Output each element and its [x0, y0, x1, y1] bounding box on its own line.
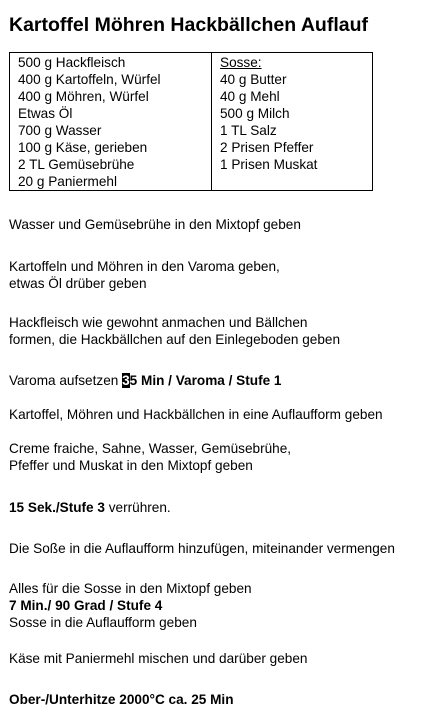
ingredient-line: Etwas Öl [18, 106, 73, 121]
ingredients-main-column [10, 53, 212, 190]
step-4-setting: 5 Min / Varoma / Stufe 1 [129, 373, 282, 388]
step-2-line-2: etwas Öl drüber geben [9, 276, 147, 291]
ingredient-line: 400 g Kartoffeln, Würfel [18, 72, 161, 87]
step-5: Kartoffel, Möhren und Hackbällchen in eine Auflaufform geben [9, 407, 383, 422]
sauce-ingredient-line: 40 g Mehl [220, 89, 280, 104]
step-7 [9, 499, 441, 516]
step-9 [9, 580, 441, 631]
step-11-baking: Ober-/Unterhitze 2000°C ca. 25 Min [9, 692, 234, 707]
sauce-ingredient-line: 2 Prisen Pfeffer [220, 140, 314, 155]
ingredient-line: 500 g Hackfleisch [18, 55, 126, 70]
ingredient-line: 400 g Möhren, Würfel [18, 89, 149, 104]
step-7-setting: 15 Sek./Stufe 3 [9, 500, 105, 515]
ingredients-sauce-column [212, 53, 372, 190]
ingredient-line: 20 g Paniermehl [18, 174, 117, 189]
step-6 [9, 440, 441, 474]
step-9-setting: 7 Min./ 90 Grad / Stufe 4 [9, 598, 163, 613]
sauce-heading: Sosse: [220, 55, 262, 70]
step-6-line-2: Pfeffer und Muskat in den Mixtopf geben [9, 458, 253, 473]
step-4 [9, 372, 441, 389]
step-9-line-1: Alles für die Sosse in den Mixtopf geben [9, 581, 252, 596]
step-6-line-1: Creme fraiche, Sahne, Wasser, Gemüsebrühe, [9, 441, 292, 456]
step-3-line-2: formen, die Hackbällchen auf den Einlegeboden geben [9, 332, 341, 347]
step-2 [9, 258, 441, 292]
ingredient-line: 700 g Wasser [18, 123, 102, 138]
text-cursor-highlight: 3 [122, 373, 130, 388]
sauce-ingredient-line: 500 g Milch [220, 106, 290, 121]
step-7-text: verrühren. [104, 500, 171, 515]
sauce-ingredient-line: 1 TL Salz [220, 123, 277, 138]
sauce-ingredient-line: 1 Prisen Muskat [220, 157, 318, 172]
sauce-ingredient-line: 40 g Butter [220, 72, 287, 87]
ingredients-table [9, 52, 373, 191]
ingredient-line: 2 TL Gemüsebrühe [18, 157, 135, 172]
step-2-line-1: Kartoffeln und Möhren in den Varoma geben, [9, 259, 280, 274]
step-3-line-1: Hackfleisch wie gewohnt anmachen und Bällchen [9, 315, 308, 330]
step-10: Käse mit Paniermehl mischen und darüber geben [9, 651, 308, 666]
step-1: Wasser und Gemüsebrühe in den Mixtopf geben [9, 217, 301, 232]
step-9-line-3: Sosse in die Auflaufform geben [9, 615, 197, 630]
step-4-text: Varoma aufsetzen [9, 373, 123, 388]
step-8: Die Soße in die Auflaufform hinzufügen, miteinander vermengen [9, 541, 395, 556]
step-3 [9, 314, 441, 348]
ingredient-line: 100 g Käse, gerieben [18, 140, 148, 155]
recipe-title: Kartoffel Möhren Hackbällchen Auflauf [9, 14, 368, 36]
